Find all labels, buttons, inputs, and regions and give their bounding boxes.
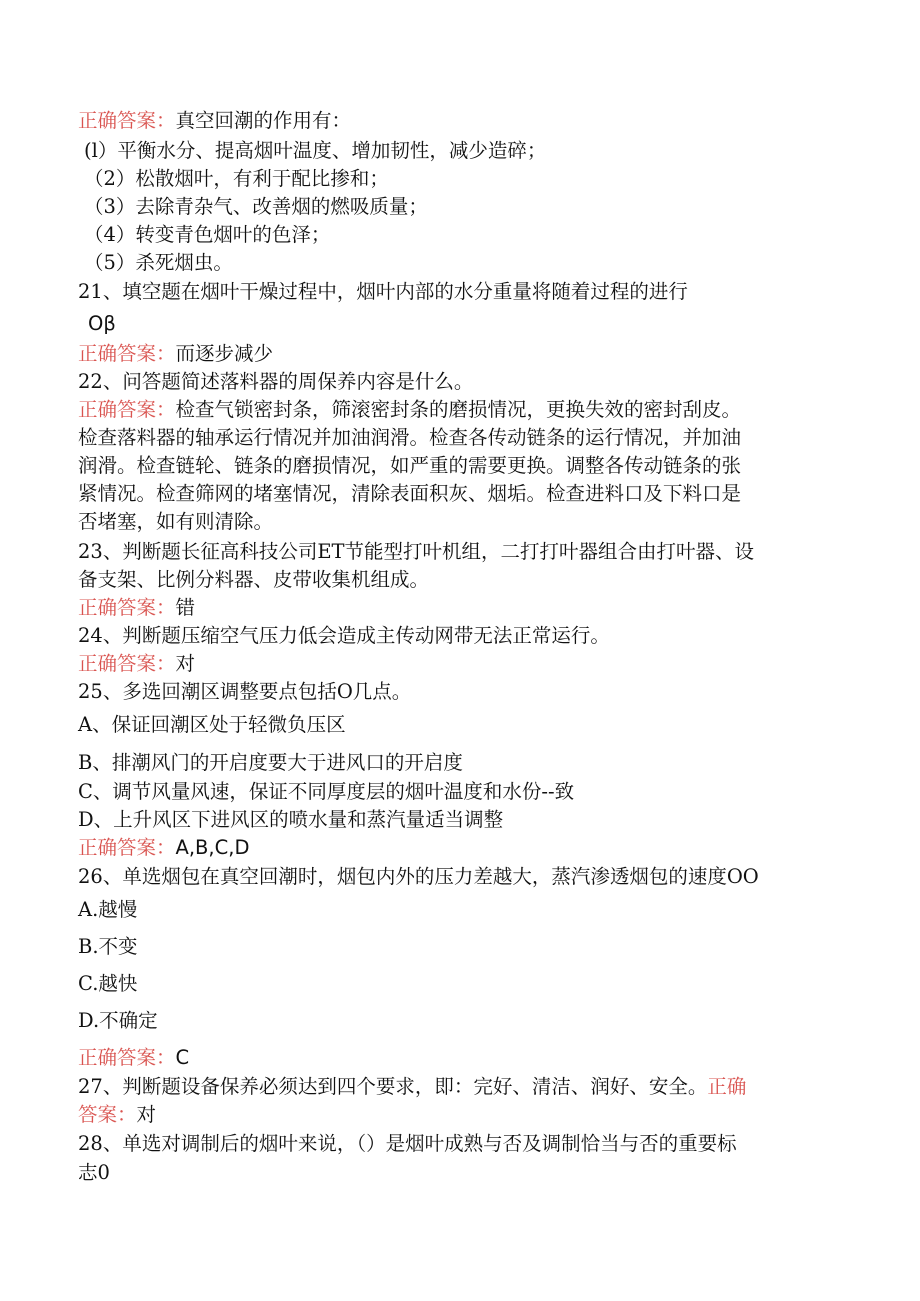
q27-answer-line	[78, 1102, 838, 1128]
q20-answer-line	[78, 108, 838, 134]
q25-option: B、排潮风门的开启度要大于进风口的开启度	[78, 751, 463, 774]
q26-answer-line	[78, 1045, 838, 1071]
answer-label: 正确答案：	[78, 836, 176, 859]
q22-answer-cont: 否堵塞，如有则清除。	[78, 510, 274, 533]
q25-option: A、保证回潮区处于轻微负压区	[78, 713, 346, 736]
answer-label: 正确答案：	[78, 652, 176, 675]
answer-label: 正确答案：	[78, 342, 176, 365]
q24-answer-line	[78, 651, 838, 677]
q27-question-line	[78, 1074, 838, 1100]
q26-option: B.不变	[78, 935, 138, 958]
q20-answer-item: （4）转变青色烟叶的色泽；	[84, 223, 331, 246]
q22-answer-line	[78, 397, 838, 423]
q21-question-cont: Oβ	[88, 312, 116, 335]
q20-answer-item: （5）杀死烟虫。	[84, 251, 233, 274]
q22-question: 22、问答题简述落料器的周保养内容是什么。	[78, 370, 474, 393]
q27-question: 27、判断题设备保养必须达到四个要求，即：完好、清洁、润好、安全。	[78, 1075, 708, 1098]
q22-answer: 检查气锁密封条，筛滚密封条的磨损情况，更换失效的密封刮皮。	[175, 398, 742, 421]
q23-answer-line	[78, 595, 838, 621]
q25-option: D、上升风区下进风区的喷水量和蒸汽量适当调整	[78, 808, 504, 831]
q20-answer-item: (l）平衡水分、提高烟叶温度、增加韧性，减少造碎；	[84, 139, 547, 162]
q25-answer-line	[78, 835, 838, 861]
q22-answer-cont: 检查落料器的轴承运行情况并加油润滑。检查各传动链条的运行情况，并加油	[78, 426, 742, 449]
answer-label: 正确答案：	[78, 398, 176, 421]
q26-option: A.越慢	[78, 898, 138, 921]
q26-option: D.不确定	[78, 1009, 158, 1032]
answer-label: 正确答案：	[78, 109, 176, 132]
q23-answer: 错	[175, 596, 196, 619]
q26-question: 26、单选烟包在真空回潮时，烟包内外的压力差越大，蒸汽渗透烟包的速度OO	[78, 865, 759, 888]
q28-question: 28、单选对调制后的烟叶来说，（）是烟叶成熟与否及调制恰当与否的重要标	[78, 1132, 737, 1155]
q21-question: 21、填空题在烟叶干燥过程中，烟叶内部的水分重量将随着过程的进行	[78, 280, 688, 303]
answer-label-part2: 答案：	[78, 1103, 137, 1126]
q22-answer-cont: 紧情况。检查筛网的堵塞情况，清除表面积灰、烟垢。检查进料口及下料口是	[78, 482, 742, 505]
answer-label: 正确答案：	[78, 596, 176, 619]
q25-option: C、调节风量风速，保证不同厚度层的烟叶温度和水份--致	[78, 780, 575, 803]
q22-answer-cont: 润滑。检查链轮、链条的磨损情况，如严重的需要更换。调整各传动链条的张	[78, 454, 742, 477]
q28-question-cont: 志0	[78, 1161, 110, 1184]
answer-label: 正确答案：	[78, 1046, 176, 1069]
q23-question-cont: 备支架、比例分料器、皮带收集机组成。	[78, 568, 430, 591]
q21-answer: 而逐步减少	[175, 342, 274, 365]
q25-answer: A,B,C,D	[175, 836, 250, 859]
q27-answer: 对	[136, 1103, 157, 1126]
q23-question: 23、判断题长征高科技公司ET节能型打叶机组，二打打叶器组合由打叶器、设	[78, 540, 755, 563]
q21-answer-line	[78, 341, 838, 367]
q20-answer-item: （3）去除青杂气、改善烟的燃吸质量；	[84, 195, 428, 218]
q24-answer: 对	[175, 652, 196, 675]
q24-question: 24、判断题压缩空气压力低会造成主传动网带无法正常运行。	[78, 624, 610, 647]
answer-label-part1: 正确	[707, 1075, 747, 1098]
q25-question: 25、多选回潮区调整要点包括O几点。	[78, 680, 412, 703]
q26-answer: C	[175, 1046, 190, 1069]
q20-answer-intro: 真空回潮的作用有：	[175, 109, 352, 132]
q20-answer-item: （2）松散烟叶，有利于配比掺和；	[84, 167, 389, 190]
q26-option: C.越快	[78, 972, 138, 995]
